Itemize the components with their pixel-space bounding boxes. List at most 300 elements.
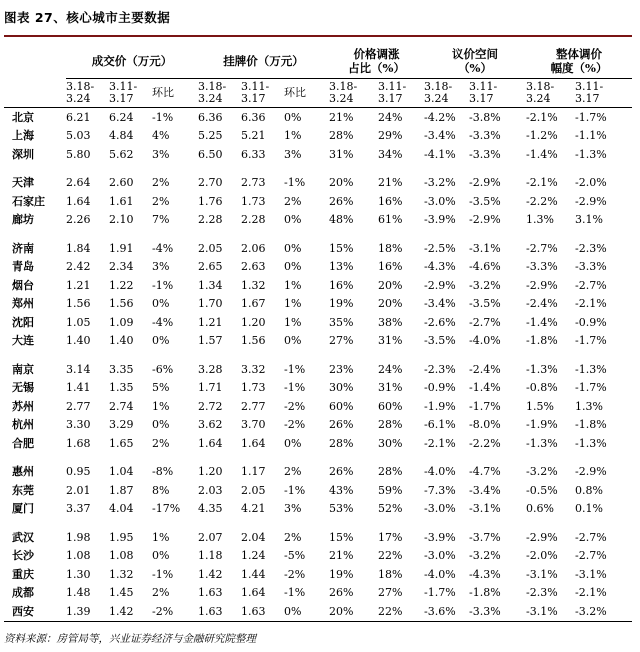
table-cell: 2.10	[109, 213, 134, 227]
table-cell: 1.34	[198, 278, 223, 292]
table-cell: 4.35	[198, 502, 223, 516]
city-subheader	[4, 79, 66, 108]
city-name: 济南	[12, 241, 34, 255]
table-cell: -2.0%	[575, 176, 607, 190]
table-row	[4, 360, 632, 379]
table-cell: 1.17	[241, 465, 266, 479]
table-cell: 1.65	[109, 436, 134, 450]
city-name: 武汉	[12, 530, 34, 544]
table-cell: -1.9%	[424, 399, 456, 413]
table-cell: 6.36	[198, 110, 223, 124]
table-cell: 1.18	[198, 549, 223, 563]
city-name: 青岛	[12, 260, 34, 274]
table-cell: 1.5%	[526, 399, 554, 413]
table-cell: -2.9%	[526, 530, 558, 544]
bargain-space-group-header	[424, 42, 526, 79]
table-cell: -3.2%	[469, 278, 501, 292]
table-cell: -0.9%	[424, 381, 456, 395]
table-cell: 7%	[152, 213, 170, 227]
table-cell: 1.42	[198, 567, 223, 581]
table-cell: 1.32	[109, 567, 134, 581]
table-cell: 2.06	[241, 241, 266, 255]
table-cell: -2.5%	[424, 241, 456, 255]
table-cell: -2%	[284, 418, 306, 432]
table-cell: 2%	[284, 194, 302, 208]
table-cell: -2.2%	[469, 436, 501, 450]
table-cell: 28%	[378, 465, 403, 479]
city-name: 合肥	[12, 436, 34, 450]
table-cell: -1.7%	[575, 334, 607, 348]
table-cell: 43%	[329, 483, 354, 497]
table-body	[4, 108, 632, 622]
city-name: 烟台	[12, 278, 34, 292]
table-cell: -1%	[284, 381, 306, 395]
overall-adjustment-line2: 幅度（%）	[550, 61, 608, 75]
table-cell: 0%	[284, 334, 302, 348]
table-cell: -3.9%	[424, 530, 456, 544]
table-cell: -1.3%	[526, 436, 558, 450]
mom-header: 环比	[284, 79, 329, 108]
city-name: 深圳	[12, 147, 34, 161]
table-cell: -3.0%	[424, 502, 456, 516]
table-cell: 2.04	[241, 530, 266, 544]
period-header-row	[4, 79, 632, 108]
city-name: 惠州	[12, 465, 34, 479]
table-cell: -3.3%	[469, 129, 501, 143]
table-cell: -2.4%	[469, 362, 501, 376]
city-name: 西安	[4, 602, 66, 621]
table-row	[4, 239, 632, 258]
group-spacer-cell	[4, 229, 632, 239]
city-name: 厦门	[12, 502, 34, 516]
deal-price-group-header: 成交价（万元）	[66, 42, 198, 79]
table-cell: 20%	[378, 297, 403, 311]
group-spacer	[4, 164, 632, 174]
table-row	[4, 397, 632, 416]
table-cell: 0%	[152, 297, 170, 311]
table-cell: -1%	[152, 278, 174, 292]
table-cell: 0%	[152, 549, 170, 563]
period-header: 3.11- 3.17	[469, 79, 526, 108]
group-spacer-cell	[4, 350, 632, 360]
table-cell: 1.21	[198, 315, 223, 329]
table-cell: -2.7%	[575, 549, 607, 563]
table-cell: -2.3%	[424, 362, 456, 376]
table-cell: 1.64	[66, 194, 91, 208]
table-cell: 53%	[329, 502, 354, 516]
table-cell: -1.3%	[575, 362, 607, 376]
table-cell: 2.77	[66, 399, 91, 413]
table-cell: 2.26	[66, 213, 91, 227]
table-cell: 38%	[378, 315, 403, 329]
table-cell: 21%	[378, 176, 403, 190]
table-cell: 34%	[378, 147, 403, 161]
table-cell: -2.7%	[575, 278, 607, 292]
table-cell: -3.4%	[424, 129, 456, 143]
table-cell: -3.1%	[526, 602, 575, 621]
table-cell: 1.20	[241, 315, 266, 329]
table-cell: 4%	[152, 129, 170, 143]
table-cell: -2.2%	[526, 194, 558, 208]
table-cell: -2.1%	[526, 110, 558, 124]
table-cell: -1.7%	[424, 586, 456, 600]
table-cell: 1.61	[109, 194, 134, 208]
price-increase-share-group-header	[329, 42, 424, 79]
table-cell: 2%	[152, 436, 170, 450]
table-cell: 1.35	[109, 381, 134, 395]
table-cell: 3.70	[241, 418, 266, 432]
table-cell: 61%	[378, 213, 403, 227]
table-row	[4, 145, 632, 164]
table-cell: 2.70	[198, 176, 223, 190]
table-cell: 0.8%	[575, 483, 603, 497]
table-cell: -3.1%	[575, 567, 607, 581]
table-cell: -3.9%	[424, 213, 456, 227]
table-cell: 3.29	[109, 418, 134, 432]
table-cell: 3%	[152, 147, 170, 161]
table-cell: -1%	[284, 586, 306, 600]
table-cell: -2%	[284, 399, 306, 413]
table-cell: 1.30	[66, 567, 91, 581]
table-cell: -3.2%	[469, 549, 501, 563]
table-cell: 1.67	[241, 297, 266, 311]
table-cell: -2.9%	[575, 194, 607, 208]
table-cell: -2.6%	[424, 315, 456, 329]
table-cell: -1.8%	[575, 418, 607, 432]
table-cell: 2.72	[198, 399, 223, 413]
table-cell: -4.3%	[424, 260, 456, 274]
group-spacer-cell	[4, 518, 632, 528]
table-cell: 26%	[329, 418, 354, 432]
table-cell: 60%	[378, 399, 403, 413]
table-cell: -0.8%	[526, 381, 558, 395]
table-cell: 1%	[284, 278, 302, 292]
price-increase-share-line2: 占比（%）	[348, 61, 405, 75]
table-cell: 22%	[378, 549, 403, 563]
group-spacer	[4, 518, 632, 528]
city-name: 杭州	[12, 418, 34, 432]
table-cell: 4.04	[109, 502, 134, 516]
table-cell: 26%	[329, 465, 354, 479]
table-cell: -3.3%	[526, 260, 558, 274]
table-cell: -4.3%	[469, 567, 501, 581]
city-name: 重庆	[12, 567, 34, 581]
table-cell: 1%	[152, 530, 170, 544]
table-cell: -2.1%	[575, 586, 607, 600]
table-cell: -3.8%	[469, 110, 501, 124]
period-header: 3.18- 3.24	[526, 79, 575, 108]
table-cell: -2.7%	[526, 241, 558, 255]
table-cell: -2.0%	[526, 549, 558, 563]
city-name: 成都	[12, 586, 34, 600]
table-cell: -2.7%	[575, 530, 607, 544]
table-cell: -2.1%	[575, 297, 607, 311]
table-row	[4, 295, 632, 314]
table-cell: 20%	[329, 602, 378, 621]
table-cell: 2.73	[241, 176, 266, 190]
table-cell: 20%	[329, 176, 354, 190]
table-cell: -2.9%	[469, 213, 501, 227]
table-cell: -3.5%	[424, 334, 456, 348]
table-cell: 2.77	[241, 399, 266, 413]
table-cell: -2%	[284, 567, 306, 581]
table-cell: -0.5%	[526, 483, 558, 497]
table-cell: 1.3%	[526, 213, 554, 227]
table-row	[4, 174, 632, 193]
table-cell: 1.87	[109, 483, 134, 497]
table-cell: 1.40	[109, 334, 134, 348]
table-cell: 1.24	[241, 549, 266, 563]
table-cell: 1.3%	[575, 399, 603, 413]
table-cell: -1.4%	[526, 315, 558, 329]
table-cell: 0%	[284, 436, 302, 450]
table-cell: 16%	[329, 278, 354, 292]
table-cell: 16%	[378, 260, 403, 274]
table-cell: 1.73	[241, 381, 266, 395]
table-cell: -2.9%	[469, 176, 501, 190]
table-row	[4, 192, 632, 211]
table-cell: 3.35	[109, 362, 134, 376]
table-cell: 21%	[329, 549, 354, 563]
table-cell: 0.95	[66, 465, 91, 479]
table-row	[4, 108, 632, 127]
table-row	[4, 602, 632, 621]
city-name: 大连	[12, 334, 34, 348]
table-cell: -2.9%	[424, 278, 456, 292]
table-cell: 2%	[152, 176, 170, 190]
table-cell: -1.8%	[526, 334, 558, 348]
table-cell: -2.9%	[526, 278, 558, 292]
source-note: 资料来源：房管局等，兴业证券经济与金融研究院整理	[4, 633, 256, 645]
table-cell: 1.95	[109, 530, 134, 544]
table-cell: 1.64	[198, 436, 223, 450]
group-spacer	[4, 453, 632, 463]
table-cell: 1.22	[109, 278, 134, 292]
table-cell: -2.3%	[526, 586, 558, 600]
table-row	[4, 434, 632, 453]
table-cell: 26%	[329, 586, 354, 600]
table-cell: 2.05	[241, 483, 266, 497]
city-data-table	[4, 42, 632, 622]
table-cell: 15%	[329, 241, 354, 255]
table-cell: -4.1%	[424, 147, 456, 161]
table-cell: 1.21	[66, 278, 91, 292]
table-cell: 21%	[329, 110, 354, 124]
table-cell: 1%	[284, 129, 302, 143]
table-row	[4, 313, 632, 332]
table-cell: -1.3%	[575, 147, 607, 161]
table-cell: -1.2%	[526, 129, 558, 143]
table-cell: 3.14	[66, 362, 91, 376]
table-cell: -3.3%	[469, 602, 526, 621]
table-cell: 8%	[152, 483, 170, 497]
table-cell: 1.68	[66, 436, 91, 450]
table-cell: -1%	[152, 567, 174, 581]
table-cell: 0.6%	[526, 502, 554, 516]
table-cell: 2%	[152, 586, 170, 600]
title-rule	[4, 35, 632, 37]
bargain-space-line1: 议价空间	[452, 47, 499, 61]
table-cell: 5.62	[109, 147, 134, 161]
table-cell: 29%	[378, 129, 403, 143]
price-increase-share-line1: 价格调涨	[353, 47, 400, 61]
table-cell: 1.05	[66, 315, 91, 329]
city-name: 天津	[12, 176, 34, 190]
table-cell: 1.70	[198, 297, 223, 311]
table-cell: 0%	[152, 334, 170, 348]
table-cell: 1.63	[198, 602, 241, 621]
table-row	[4, 500, 632, 519]
table-cell: -8.0%	[469, 418, 501, 432]
period-header: 3.18- 3.24	[66, 79, 109, 108]
listing-price-group-header: 挂牌价（万元）	[198, 42, 329, 79]
table-cell: -3.2%	[575, 602, 632, 621]
table-cell: -1.7%	[469, 399, 501, 413]
city-name: 东莞	[12, 483, 34, 497]
table-cell: 15%	[329, 530, 354, 544]
table-row	[4, 528, 632, 547]
table-cell: 31%	[378, 381, 403, 395]
table-cell: 2.05	[198, 241, 223, 255]
table-cell: 2.42	[66, 260, 91, 274]
table-cell: -4.0%	[424, 465, 456, 479]
period-header: 3.11- 3.17	[241, 79, 284, 108]
table-cell: -3.0%	[424, 194, 456, 208]
table-cell: 52%	[378, 502, 403, 516]
table-cell: 1.09	[109, 315, 134, 329]
table-cell: 6.21	[66, 110, 91, 124]
table-cell: 2%	[152, 194, 170, 208]
table-row	[4, 332, 632, 351]
table-cell: 2.28	[241, 213, 266, 227]
table-cell: 2%	[284, 465, 302, 479]
table-cell: -3.4%	[469, 483, 501, 497]
table-cell: 3.37	[66, 502, 91, 516]
table-cell: 0%	[284, 241, 302, 255]
table-cell: 1.44	[241, 567, 266, 581]
table-cell: -2%	[152, 602, 198, 621]
table-cell: -1%	[284, 176, 306, 190]
table-cell: -7.3%	[424, 483, 456, 497]
table-cell: 28%	[378, 418, 403, 432]
table-cell: 1.91	[109, 241, 134, 255]
period-header: 3.11- 3.17	[575, 79, 632, 108]
table-cell: 22%	[378, 602, 424, 621]
table-cell: -6.1%	[424, 418, 456, 432]
table-cell: -3.0%	[424, 549, 456, 563]
table-cell: -3.3%	[575, 260, 607, 274]
table-cell: 1.63	[241, 602, 284, 621]
table-cell: 1.73	[241, 194, 266, 208]
table-cell: 3%	[284, 147, 302, 161]
group-spacer	[4, 350, 632, 360]
city-name: 郑州	[12, 297, 34, 311]
table-cell: 1%	[152, 399, 170, 413]
period-header: 3.11- 3.17	[378, 79, 424, 108]
table-cell: 19%	[329, 297, 354, 311]
period-header: 3.11- 3.17	[109, 79, 152, 108]
table-cell: 3.62	[198, 418, 223, 432]
group-spacer	[4, 229, 632, 239]
table-cell: 18%	[378, 567, 403, 581]
table-cell: 0%	[284, 260, 302, 274]
table-cell: 1.57	[198, 334, 223, 348]
table-cell: -6%	[152, 362, 174, 376]
table-cell: 5.03	[66, 129, 91, 143]
table-cell: 2.63	[241, 260, 266, 274]
table-cell: 16%	[378, 194, 403, 208]
table-cell: -2.4%	[526, 297, 558, 311]
table-cell: -3.5%	[469, 194, 501, 208]
table-cell: -2.3%	[575, 241, 607, 255]
table-cell: 6.24	[109, 110, 134, 124]
table-cell: -1.8%	[469, 586, 501, 600]
table-cell: 1.45	[109, 586, 134, 600]
table-cell: -2.9%	[575, 465, 607, 479]
table-cell: -8%	[152, 465, 174, 479]
table-cell: 1.84	[66, 241, 91, 255]
table-cell: 2.60	[109, 176, 134, 190]
table-cell: 2.07	[198, 530, 223, 544]
table-cell: 19%	[329, 567, 354, 581]
table-cell: 24%	[378, 362, 403, 376]
table-cell: 1.20	[198, 465, 223, 479]
table-cell: 1.08	[66, 549, 91, 563]
table-cell: 2.74	[109, 399, 134, 413]
table-cell: 17%	[378, 530, 403, 544]
table-row	[4, 565, 632, 584]
table-cell: -1.7%	[575, 110, 607, 124]
table-cell: -4.2%	[424, 110, 456, 124]
table-cell: 3%	[152, 260, 170, 274]
table-cell: 1.76	[198, 194, 223, 208]
table-cell: 48%	[329, 213, 354, 227]
table-row	[4, 379, 632, 398]
period-header: 3.18- 3.24	[329, 79, 378, 108]
group-spacer-cell	[4, 164, 632, 174]
city-name: 无锡	[12, 381, 34, 395]
table-cell: -1.3%	[575, 436, 607, 450]
table-cell: 35%	[329, 315, 354, 329]
table-cell: 1.98	[66, 530, 91, 544]
table-cell: 2.64	[66, 176, 91, 190]
table-cell: -17%	[152, 502, 181, 516]
table-cell: -5%	[284, 549, 306, 563]
table-cell: 0%	[152, 418, 170, 432]
table-cell: -1.4%	[469, 381, 501, 395]
table-cell: 30%	[378, 436, 403, 450]
table-cell: 0%	[284, 602, 329, 621]
table-row	[4, 463, 632, 482]
city-name: 沈阳	[12, 315, 34, 329]
overall-adjustment-group-header	[526, 42, 632, 79]
group-header-row	[4, 42, 632, 79]
table-cell: -3.1%	[469, 502, 501, 516]
bargain-space-line2: （%）	[458, 61, 492, 75]
table-cell: -2.7%	[469, 315, 501, 329]
table-cell: -1%	[152, 110, 174, 124]
table-cell: 59%	[378, 483, 403, 497]
table-cell: -3.2%	[526, 465, 558, 479]
table-cell: 5.80	[66, 147, 91, 161]
table-cell: 6.50	[198, 147, 223, 161]
table-cell: -1%	[284, 483, 306, 497]
table-cell: 26%	[329, 194, 354, 208]
table-cell: 2.01	[66, 483, 91, 497]
table-cell: 0.1%	[575, 502, 603, 516]
table-cell: -3.6%	[424, 602, 469, 621]
table-cell: 23%	[329, 362, 354, 376]
